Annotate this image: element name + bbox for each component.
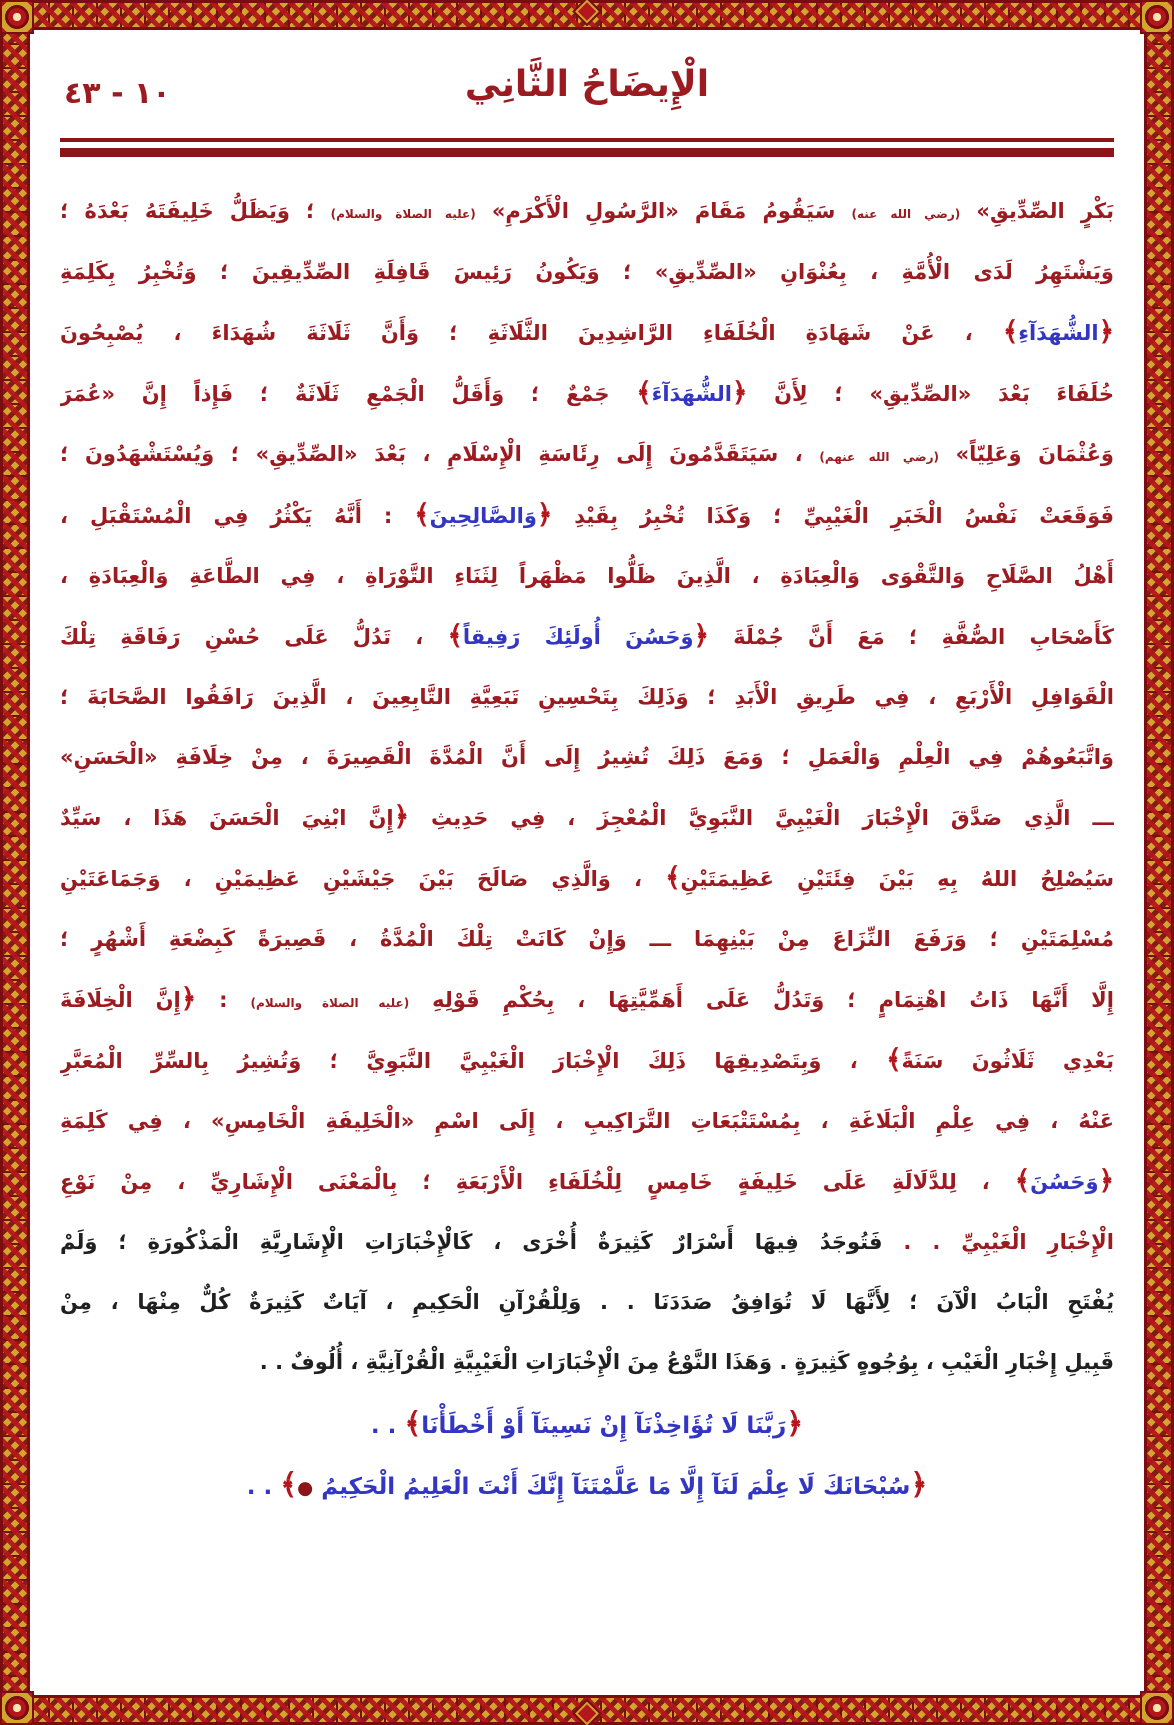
text-segment: الْقَوَافِلِ الْأَرْبَعِ ، فِي طَرِيقِ الْأَبَدِ ؛ وَذَلِكَ بِتَحْسِينِ تَبَعِيَّةِ التَّابِعِينَ ، الَّذِينَ رَافَقُوا الصَّحَابَةَ ؛ — [60, 685, 1114, 709]
page-number: ١٠ - ٤٣ — [64, 76, 171, 111]
ornate-bracket-icon: ﴾ — [414, 500, 430, 530]
text-segment: سُبْحَانَكَ لَا عِلْمَ لَنَآ إِلَّا مَا عَلَّمْتَنَآ إِنَّكَ أَنْتَ الْعَلِيمُ الْحَكِيمُ — [313, 1474, 911, 1500]
text-segment: ـــ الَّذِي صَدَّقَ الْإِخْبَارَ الْغَيْبِيَّ النَّبَوِيَّ الْمُعْجِزَ ، فِي حَدِيثِ — [409, 806, 1114, 830]
body-line — [60, 302, 1114, 363]
body-line — [60, 667, 1114, 727]
ornate-bracket-icon: ﴾ — [665, 863, 681, 893]
text-segment: بَعْدِي ثَلَاثُونَ سَنَةً — [901, 1049, 1114, 1073]
body-line — [60, 727, 1114, 787]
body-line — [60, 363, 1114, 424]
text-segment: (رضي الله عنهم) — [819, 450, 940, 464]
corner-rosette-icon — [1140, 1691, 1174, 1725]
body-line — [60, 1030, 1114, 1091]
text-segment: الْإِخْبَارِ الْغَيْبِيِّ . . — [882, 1230, 1114, 1254]
text-segment: بَكْرٍ الصِّدِّيقِ» — [960, 199, 1114, 223]
body-line — [60, 1151, 1114, 1212]
ornate-bracket-icon: ﴿ — [732, 378, 748, 408]
text-segment: عَنْهُ ، فِي عِلْمِ الْبَلَاغَةِ ، بِمُسْتَتْبَعَاتِ التَّرَاكِيبِ ، إِلَى اسْمِ «الْخَلِيفَةِ الْخَامِسِ» ، فِي كَلِمَةِ — [60, 1109, 1114, 1133]
page-title: الْإِيضَاحُ الثَّانِي — [464, 64, 710, 105]
body-line — [60, 242, 1114, 302]
text-segment: الشُّهَدَآءَ — [651, 382, 733, 406]
text-segment: وَاتَّبَعُوهُمْ فِي الْعِلْمِ وَالْعَمَلِ ؛ وَمَعَ ذَلِكَ تُشِيرُ إِلَى أَنَّ الْمُدَّةَ الْقَصِيرَةَ ، مِنْ خِلَافَةِ «الْحَسَنِ» — [60, 745, 1114, 769]
ornate-bracket-icon: ﴿ — [693, 621, 709, 651]
text-segment: : — [196, 988, 251, 1012]
corner-rosette-icon — [0, 1691, 34, 1725]
text-body — [60, 181, 1114, 1514]
text-segment: كَأَصْحَابِ الصُّفَّةِ ؛ مَعَ أَنَّ جُمْلَةَ — [708, 625, 1114, 649]
text-segment: . . — [246, 1474, 281, 1500]
text-segment: وَالصَّالِحِينَ — [429, 504, 537, 528]
ornate-bracket-icon: ﴾ — [404, 1406, 422, 1440]
dua-verse-line — [60, 1392, 1114, 1453]
text-segment: قَبِيلِ إِخْبَارِ الْغَيْبِ ، بِوُجُوهٍ كَثِيرَةٍ . وَهَذَا النَّوْعُ مِنَ الْإِخْبَارَاتِ الْغَيْبِيَّةِ الْقُرْآنِيَّةِ ، أُلُوفٌ . . — [259, 1350, 1114, 1374]
body-line — [60, 848, 1114, 909]
text-segment: فَوَقَعَتْ نَفْسُ الْخَبَرِ الْغَيْبِيِّ ؛ وَكَذَا تُخْبِرُ بِقَيْدِ — [552, 504, 1114, 528]
text-segment: وَعُثْمَانَ وَعَلِيّاً» — [939, 442, 1114, 466]
body-line — [60, 485, 1114, 546]
dua-verse-line — [60, 1453, 1114, 1514]
text-segment: (عليه الصلاة والسلام) — [250, 996, 410, 1010]
header-divider — [60, 138, 1114, 157]
text-segment: يُفْتَحِ الْبَابُ الْآنَ ؛ لِأَنَّهَا لَا تُوَافِقُ صَدَدَنَا . . وَلِلْقُرْآنِ الْحَكِيمِ ، آيَاتٌ كَثِيرَةٌ كُلٌّ مِنْهَا ، مِنْ — [60, 1290, 1114, 1314]
text-segment: خُلَفَاءَ بَعْدَ «الصِّدِّيقِ» ؛ لِأَنَّ — [747, 382, 1114, 406]
ornate-bracket-icon: ﴾ — [636, 378, 652, 408]
body-line — [60, 909, 1114, 969]
page-content — [30, 30, 1144, 1695]
text-segment: (رضي الله عنه) — [851, 207, 961, 221]
ornate-bracket-icon: ﴿ — [1098, 1166, 1114, 1196]
text-segment: (عليه الصلاة والسلام) — [330, 207, 476, 221]
text-segment: أَهْلُ الصَّلَاحِ وَالتَّقْوَى وَالْعِبَادَةِ ، الَّذِينَ ظَلُّوا مَظْهَراً لِثَنَاءِ التَّوْرَاةِ ، فِي الطَّاعَةِ وَالْعِبَادَةِ ، — [60, 564, 1114, 588]
ornate-bracket-icon: ﴿ — [910, 1467, 928, 1501]
page-header — [60, 56, 1114, 128]
text-segment: ، تَدُلُّ عَلَى حُسْنِ رَفَاقَةِ تِلْكَ — [60, 625, 448, 649]
corner-rosette-icon — [1140, 0, 1174, 34]
text-segment: فَتُوجَدُ فِيهَا أَسْرَارٌ كَثِيرَةٌ أُخْرَى ، كَالْإِخْبَارَاتِ الْإِشَارِيَّةِ الْمَذْكُورَةِ ؛ وَلَمْ — [60, 1230, 883, 1254]
text-segment: : أَنَّهُ يَكْثُرُ فِي الْمُسْتَقْبَلِ ، — [60, 504, 415, 528]
body-line — [60, 546, 1114, 606]
border-pattern-right — [1144, 0, 1174, 1725]
ornate-bracket-icon: ﴾ — [886, 1045, 902, 1075]
body-line — [60, 969, 1114, 1030]
ornate-bracket-icon: ﴿ — [1098, 317, 1114, 347]
text-segment: وَحَسُنَ أُولَئِكَ رَفِيقاً — [462, 625, 694, 649]
ornate-bracket-icon: ﴿ — [536, 500, 553, 530]
body-line — [60, 424, 1114, 485]
ornate-bracket-icon: ﴾ — [1002, 317, 1019, 347]
text-segment: إِنَّ ابْنِيَ الْحَسَنَ هَذَا ، سَيِّدٌ — [60, 806, 394, 830]
text-segment: وَحَسُنَ — [1030, 1170, 1099, 1194]
text-segment: مُسْلِمَتَيْنِ ؛ وَرَفَعَ النِّزَاعَ مِنْ بَيْنِهِمَا ـــ وَإِنْ كَانَتْ تِلْكَ الْمُدَّةُ ، قَصِيرَةً كَبِضْعَةِ أَشْهُرٍ ؛ — [60, 927, 1114, 951]
text-segment: رَبَّنَا لَا تُؤَاخِذْنَآ إِنْ نَسِينَآ أَوْ أَخْطَأْنَا — [421, 1413, 787, 1439]
text-segment: ، سَيَتَقَدَّمُونَ إِلَى رِئَاسَةِ الْإِسْلَامِ ، بَعْدَ «الصِّدِّيقِ» ؛ وَيُسْتَشْهَدُونَ ؛ — [60, 442, 820, 466]
text-segment: ، عَنْ شَهَادَةِ الْخُلَفَاءِ الرَّاشِدِينَ الثَّلَاثَةِ ؛ وَأَنَّ ثَلَاثَةَ شُهَدَاءَ ، يُصْبِحُونَ — [60, 321, 1003, 345]
body-line — [60, 1272, 1114, 1332]
ornate-bracket-icon: ﴾ — [280, 1467, 298, 1501]
body-line — [60, 1332, 1114, 1392]
ornate-bracket-icon: ﴿ — [180, 984, 197, 1014]
text-segment: وَيَشْتَهِرُ لَدَى الْأُمَّةِ ، بِعُنْوَانِ «الصِّدِّيقِ» ؛ وَيَكُونُ رَئِيسَ قَافِلَةِ الصِّدِّيقِينَ ؛ وَتُخْبِرُ بِكَلِمَةِ — [60, 260, 1114, 284]
text-segment: سَيَقُومُ مَقَامَ «الرَّسُولِ الْأَكْرَمِ» — [475, 199, 852, 223]
text-segment: سَيُصْلِحُ اللهُ بِهِ بَيْنَ فِئَتَيْنِ عَظِيمَتَيْنِ — [680, 867, 1114, 891]
body-line — [60, 181, 1114, 242]
text-segment: إِلَّا أَنَّهَا ذَاتُ اهْتِمَامٍ ؛ وَتَدُلُّ عَلَى أَهَمِّيَّتِهَا ، بِحُكْمِ قَوْلِهِ — [409, 988, 1114, 1012]
ornate-bracket-icon: ﴾ — [1014, 1166, 1031, 1196]
body-line — [60, 787, 1114, 848]
body-line — [60, 1212, 1114, 1272]
text-segment: ، وَالَّذِي صَالَحَ بَيْنَ جَيْشَيْنِ عَظِيمَيْنِ ، وَجَمَاعَتَيْنِ — [60, 867, 666, 891]
text-segment: جَمْعٌ ؛ وَأَقَلُّ الْجَمْعِ ثَلَاثَةٌ ؛ فَإِذاً إِنَّ «عُمَرَ — [60, 382, 637, 406]
text-segment: ، وَبِتَصْدِيقِهَا ذَلِكَ الْإِخْبَارَ الْغَيْبِيَّ النَّبَوِيَّ ؛ وَتُشِيرُ بِالسِّرِّ الْمُعَبَّرِ — [60, 1049, 887, 1073]
text-segment: الشُّهَدَآءِ — [1018, 321, 1099, 345]
ornate-bracket-icon: ﴾ — [447, 621, 463, 651]
text-segment: ؛ وَيَظَلُّ خَلِيفَتَهُ بَعْدَهُ ؛ — [60, 199, 331, 223]
ornate-bracket-icon: ﴿ — [393, 802, 409, 832]
ornate-bracket-icon: ﴿ — [786, 1406, 804, 1440]
body-line — [60, 606, 1114, 667]
body-line — [60, 1091, 1114, 1151]
text-segment: ● — [297, 1478, 314, 1499]
border-pattern-left — [0, 0, 30, 1725]
corner-rosette-icon — [0, 0, 34, 34]
text-segment: . . — [370, 1413, 405, 1439]
text-segment: إِنَّ الْخِلَافَةَ — [60, 988, 181, 1012]
text-segment: ، لِلدَّلَالَةِ عَلَى خَلِيفَةٍ خَامِسٍ لِلْخُلَفَاءِ الْأَرْبَعَةِ ؛ بِالْمَعْنَى الْإِشَارِيِّ ، مِنْ نَوْعِ — [60, 1170, 1015, 1194]
